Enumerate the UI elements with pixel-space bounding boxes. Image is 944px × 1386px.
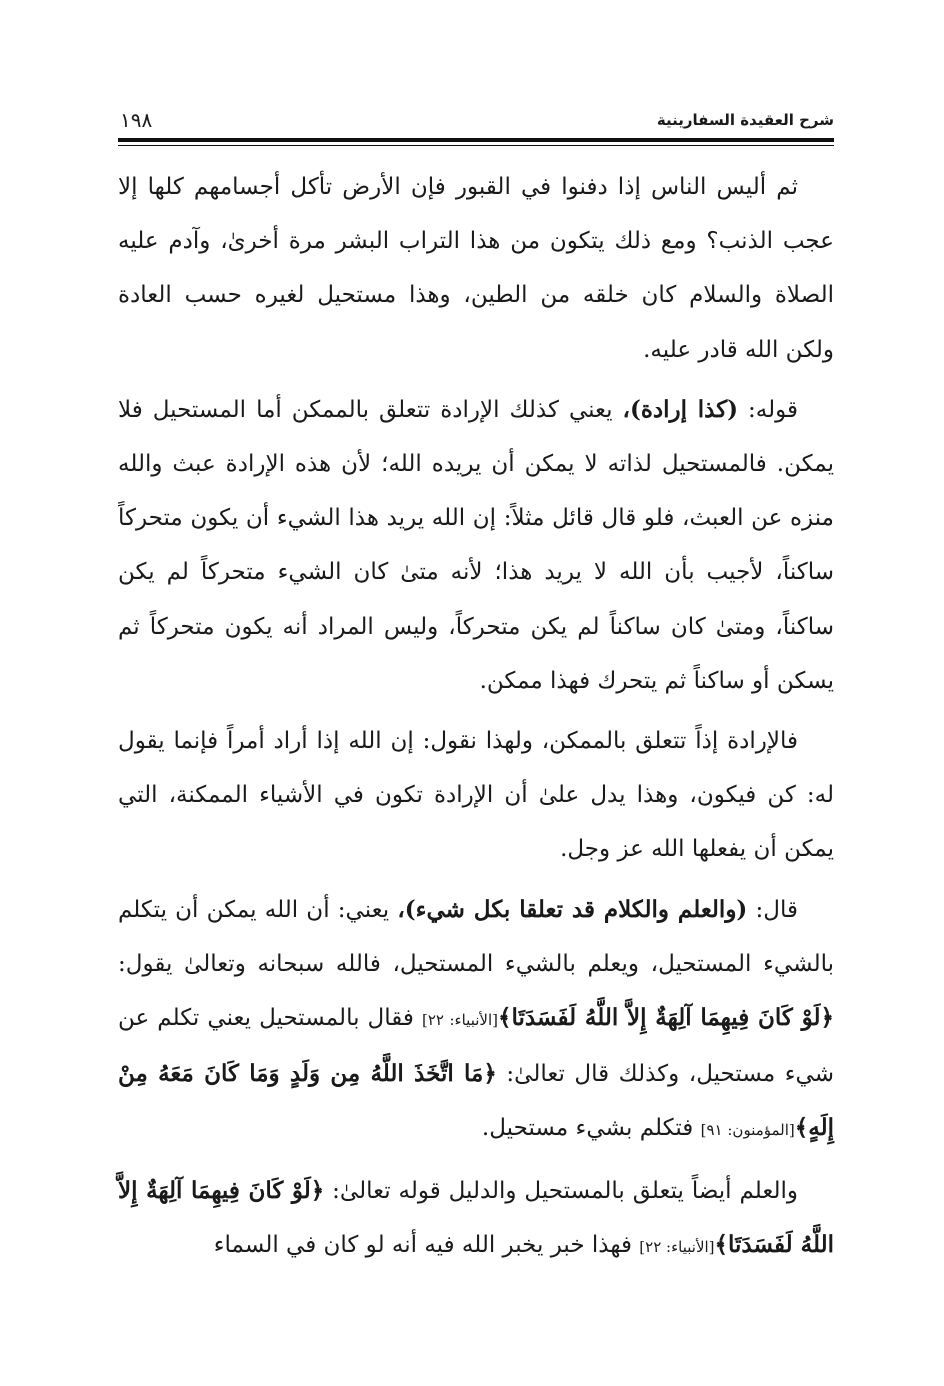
paragraph-5-text: والعلم أيضاً يتعلق بالمستحيل والدليل قوله تعالىٰ: xyxy=(324,1177,798,1204)
paragraph-4-text: فتكلم بشيء مستحيل. xyxy=(481,1115,701,1142)
paragraph-2-intro: قوله: xyxy=(738,396,798,423)
quran-verse: ﴿مَا اتَّخَذَ اللَّهُ مِن وَلَدٍ وَمَا كَانَ مَعَهُ مِنْ إِلَهٍ﴾ xyxy=(118,1060,834,1142)
page-header xyxy=(118,96,834,132)
paragraph-4 xyxy=(118,883,834,1158)
paragraph-2-text: يعني كذلك الإرادة تتعلق بالممكن أما المستحيل فلا يمكن. فالمستحيل لذاته لا يمكن أن يريده الله؛ لأن هذه الإرادة عبث والله منزه عن العبث، فلو قال قائل مثلاً: إن الله يريد هذا الشيء أن يكون متحركاً ساكناً، لأجيب بأن الله لا يريد هذا؛ لأنه متىٰ كان الشيء متحركاً لم يكن ساكناً، ومتىٰ كان ساكناً لم يكن متحركاً، وليس المراد أنه يكون متحركاً ثم يسكن أو ساكناً ثم يتحرك فهذا ممكن. xyxy=(118,396,834,694)
verse-reference: [الأنبياء: ٢٢] xyxy=(421,1011,498,1030)
paragraph-4-text: فقال بالمستحيل يعني تكلم عن شيء مستحيل، وكذلك قال تعالىٰ: xyxy=(118,1005,835,1088)
paragraph-5 xyxy=(118,1164,834,1274)
header-rule-thick xyxy=(118,138,834,142)
paragraph-4-intro: قال: xyxy=(747,896,798,923)
book-page xyxy=(118,96,834,1280)
page-number: ١٩٨ xyxy=(120,108,153,132)
matn-quote: (كذا إرادة)، xyxy=(622,395,739,423)
paragraph-4-text: يعني: أن الله يمكن أن يتكلم بالشيء المستحيل، ويعلم بالشيء المستحيل، فالله سبحانه وتعالىٰ يقول: xyxy=(118,896,834,977)
quran-verse: ﴿لَوْ كَانَ فِيهِمَا آلِهَةٌ إِلاَّ اللَّهُ لَفَسَدَتَا﴾ xyxy=(497,1004,834,1032)
body-text xyxy=(118,160,834,1274)
quran-verse: ﴿لَوْ كَانَ فِيهِمَا آلِهَةٌ إِلاَّ اللَّهُ لَفَسَدَتَا﴾ xyxy=(118,1176,834,1258)
verse-reference: [المؤمنون: ٩١] xyxy=(700,1121,795,1140)
paragraph-2 xyxy=(118,383,834,708)
paragraph-1: ثم أليس الناس إذا دفنوا في القبور فإن الأرض تأكل أجسامهم كلها إلا عجب الذنب؟ ومع ذلك يتكون من هذا التراب البشر مرة أخرىٰ، وآدم عليه الصلاة والسلام كان خلقه من الطين، وهذا مستحيل لغيره حسب العادة ولكن الله قادر عليه. xyxy=(118,174,834,363)
paragraph-5-text: فهذا خبر يخبر الله فيه أنه لو كان في السماء xyxy=(213,1231,640,1258)
running-title: شرح العقيدة السفارينية xyxy=(656,111,834,129)
paragraph-3: فالإرادة إذاً تتعلق بالممكن، ولهذا نقول: إن الله إذا أراد أمراً فإنما يقول له: كن فيكون، وهذا يدل علىٰ أن الإرادة تكون في الأشياء الممكنة، التي يمكن أن يفعلها الله عز وجل. xyxy=(118,728,834,863)
header-rule-thin xyxy=(118,145,834,146)
matn-quote: (والعلم والكلام قد تعلقا بكل شيء)، xyxy=(397,895,748,923)
verse-reference: [الأنبياء: ٢٢] xyxy=(639,1237,715,1256)
